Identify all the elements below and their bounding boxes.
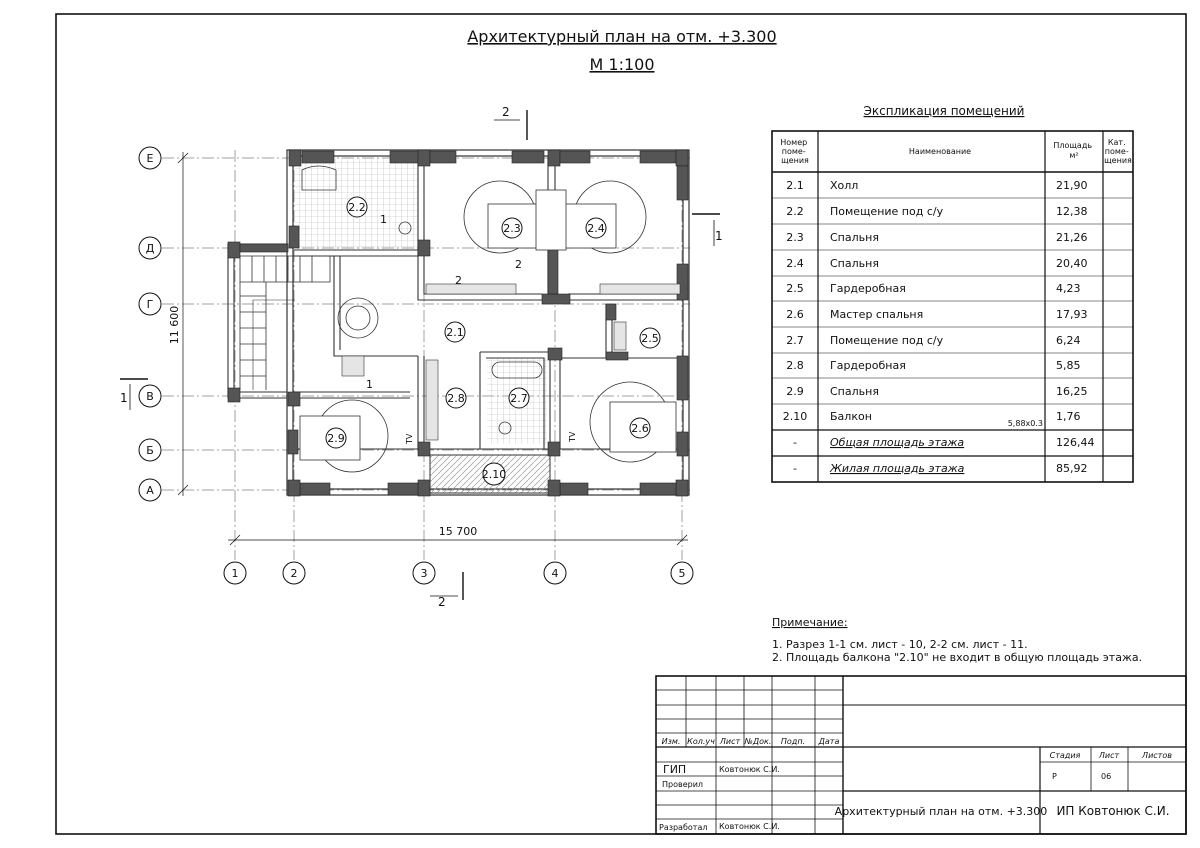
dimension-11600: 11 600: [168, 305, 181, 345]
room-2-8: 2.8: [447, 392, 465, 405]
row-area: 20,40: [1056, 257, 1088, 270]
stamp-col-kol: Кол.уч: [687, 737, 715, 746]
tv-label-2: TV: [568, 431, 577, 442]
stamp-stage-value: Р: [1052, 772, 1057, 781]
axis-numbers: [224, 562, 693, 584]
header-number: Номер поме- щения: [780, 138, 809, 165]
row-note: 5,88x0.3: [1007, 419, 1043, 428]
row-name: Мастер спальня: [830, 308, 924, 321]
stair-label-1b: 1: [366, 378, 373, 391]
explication-table: [772, 104, 1133, 482]
stamp-developed-name: Ковтонюк С.И.: [719, 822, 780, 831]
row-num: 2.9: [786, 385, 804, 398]
axis-label-b: Б: [146, 444, 154, 457]
stamp-drawing-title: Архитектурный план на отм. +3.300: [834, 805, 1048, 818]
stamp-col-date: Дата: [818, 737, 840, 746]
axis-label-5: 5: [678, 567, 686, 580]
axis-label-e: Е: [146, 152, 154, 165]
axis-label-g: Г: [146, 298, 154, 311]
row-num: 2.8: [786, 359, 804, 372]
total-num: -: [793, 436, 797, 449]
axis-label-4: 4: [551, 567, 559, 580]
living-area: 85,92: [1056, 462, 1088, 475]
row-num: 2.2: [786, 205, 804, 218]
axis-label-d: Д: [145, 242, 155, 255]
notes-line-2: 2. Площадь балкона "2.10" не входит в общую площадь этажа.: [772, 651, 1143, 664]
dimension-15700: 15 700: [438, 525, 478, 538]
room-2-5: 2.5: [641, 332, 659, 345]
row-name: Гардеробная: [830, 282, 906, 295]
stamp-col-izm: Изм.: [661, 737, 681, 746]
section-label-2-bottom: 2: [438, 595, 446, 609]
section-label-1-left: 1: [120, 391, 128, 405]
room-2-10: 2.10: [481, 468, 507, 481]
row-num: 2.5: [786, 282, 804, 295]
axis-label-v: В: [146, 390, 154, 403]
row-num: 2.4: [786, 257, 804, 270]
stamp-gip-name: Ковтонюк С.И.: [719, 765, 780, 774]
notes-line-1: 1. Разрез 1-1 см. лист - 10, 2-2 см. лист - 11.: [772, 638, 1028, 651]
title-block: [656, 676, 1186, 834]
section-label-2-top: 2: [502, 105, 510, 119]
header-category: Кат. поме- щения: [1104, 138, 1132, 165]
stair-label-2b: 2: [515, 258, 522, 271]
stamp-sheet-label: Лист: [1098, 751, 1120, 760]
floor-plan: [120, 105, 723, 609]
stamp-sheet-value: 06: [1101, 772, 1112, 781]
stamp-company: ИП Ковтонюк С.И.: [1056, 804, 1170, 818]
total-area: 126,44: [1056, 436, 1095, 449]
stamp-col-list: Лист: [719, 737, 741, 746]
staircase: [240, 256, 330, 390]
row-name: Помещение под с/у: [830, 205, 944, 218]
row-name: Спальня: [830, 257, 879, 270]
axis-letters: [139, 147, 161, 501]
notes: [772, 616, 1142, 664]
row-area: 21,26: [1056, 231, 1088, 244]
stamp-stage-label: Стадия: [1049, 751, 1081, 760]
row-area: 5,85: [1056, 359, 1081, 372]
page-scale: М 1:100: [589, 55, 655, 74]
room-2-3: 2.3: [503, 222, 521, 235]
row-num: 2.7: [786, 334, 804, 347]
stair-label-1: 1: [380, 213, 387, 226]
row-area: 21,90: [1056, 179, 1088, 192]
stamp-col-doc: №Док.: [744, 737, 772, 746]
room-2-1: 2.1: [446, 326, 464, 339]
stamp-gip-label: ГИП: [663, 763, 687, 776]
axis-label-3: 3: [420, 567, 428, 580]
stamp-col-sign: Подп.: [780, 737, 806, 746]
room-2-4: 2.4: [587, 222, 605, 235]
row-name: Помещение под с/у: [830, 334, 944, 347]
axis-label-2: 2: [290, 567, 298, 580]
row-area: 6,24: [1056, 334, 1081, 347]
room-2-6: 2.6: [631, 422, 649, 435]
row-num: 2.3: [786, 231, 804, 244]
room-2-7: 2.7: [510, 392, 528, 405]
row-area: 1,76: [1056, 410, 1081, 423]
stamp-sheets-label: Листов: [1142, 751, 1172, 760]
row-name: Холл: [830, 179, 859, 192]
row-name: Гардеробная: [830, 359, 906, 372]
living-num: -: [793, 462, 797, 475]
living-name: Жилая площадь этажа: [830, 462, 965, 475]
header-area: Площадь м²: [1053, 141, 1093, 160]
tv-label: TV: [405, 433, 414, 444]
row-num: 2.10: [782, 410, 808, 423]
notes-title: Примечание:: [772, 616, 848, 629]
header-name: Наименование: [908, 147, 972, 156]
row-area: 12,38: [1056, 205, 1088, 218]
row-name: Спальня: [830, 385, 879, 398]
explication-title: Экспликация помещений: [863, 104, 1025, 118]
row-name: Спальня: [830, 231, 879, 244]
total-name: Общая площадь этажа: [830, 436, 965, 449]
stamp-developed-label: Разработал: [659, 823, 708, 832]
axis-label-a: А: [146, 484, 154, 497]
row-name: Балкон: [830, 410, 872, 423]
section-label-1-right: 1: [715, 229, 723, 243]
row-area: 16,25: [1056, 385, 1088, 398]
page-title: Архитектурный план на отм. +3.300: [467, 27, 777, 46]
room-2-2: 2.2: [348, 201, 366, 214]
axis-label-1: 1: [231, 567, 239, 580]
row-area: 17,93: [1056, 308, 1088, 321]
section-mark-2-top: [494, 110, 527, 140]
stair-label-2: 2: [455, 274, 462, 287]
room-2-9: 2.9: [327, 432, 345, 445]
row-area: 4,23: [1056, 282, 1081, 295]
row-num: 2.6: [786, 308, 804, 321]
stamp-checked-label: Проверил: [662, 780, 704, 789]
row-num: 2.1: [786, 179, 804, 192]
